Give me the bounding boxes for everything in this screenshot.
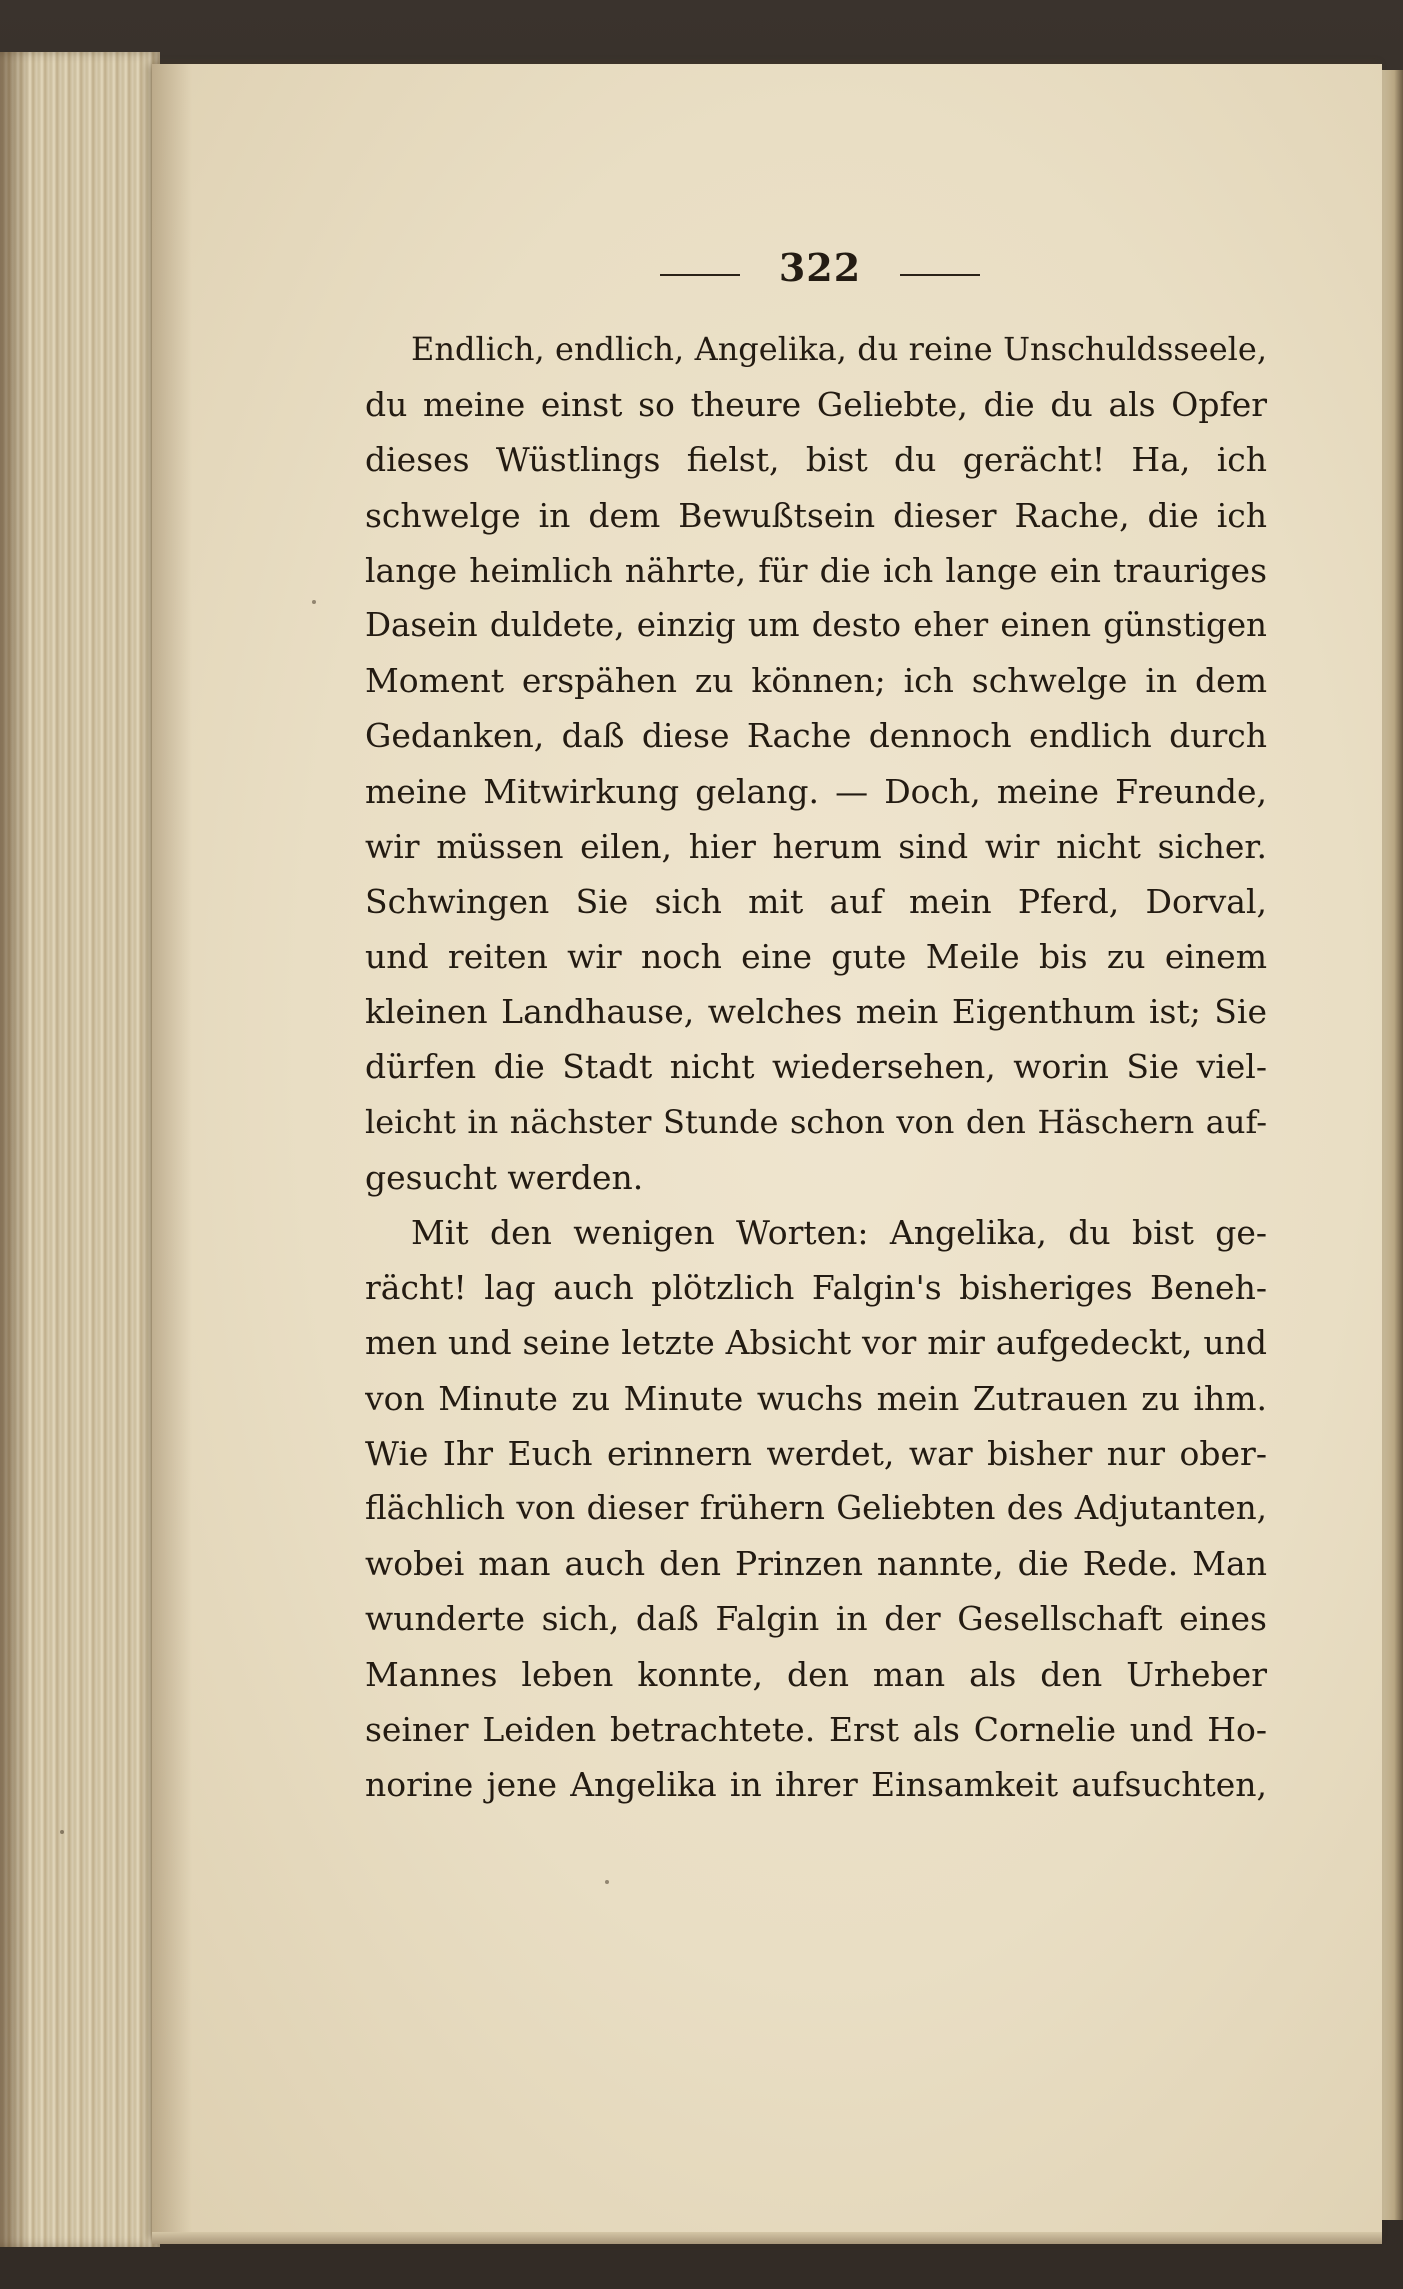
body-text <box>365 322 1267 1812</box>
text-line: gesucht werden. <box>365 1157 644 1197</box>
text-line: Endlich, endlich, Angelika, du reine Unschuldsseele, <box>411 330 1267 368</box>
text-line: Wie Ihr Euch erinnern werdet, war bisher nur ober- <box>365 1433 1267 1473</box>
text-line: schwelge in dem Bewußtsein dieser Rache, die ich <box>365 495 1267 535</box>
text-line: wunderte sich, daß Falgin in der Gesellschaft eines <box>365 1599 1267 1639</box>
text-line: und reiten wir noch eine gute Meile bis zu einem <box>365 937 1267 977</box>
right-page-edge <box>1381 70 1403 2220</box>
text-line: Moment erspähen zu können; ich schwelge in dem <box>365 661 1267 701</box>
text-line: rächt! lag auch plötzlich Falgin's bisheriges Beneh- <box>365 1268 1267 1308</box>
text-line: kleinen Landhause, welches mein Eigenthum ist; Sie <box>365 992 1267 1032</box>
text-line: dieses Wüstlings fielst, bist du gerächt! Ha, ich <box>365 440 1267 480</box>
text-line: lange heimlich nährte, für die ich lange ein trauriges <box>365 550 1267 590</box>
text-line: leicht in nächster Stunde schon von den Häschern auf- <box>365 1102 1267 1141</box>
text-line: flächlich von dieser frühern Geliebten des Adjutanten, <box>365 1488 1267 1527</box>
header-rule-right <box>900 274 980 276</box>
paper-speck <box>605 1880 609 1884</box>
text-line: von Minute zu Minute wuchs mein Zutrauen zu ihm. <box>365 1378 1267 1418</box>
text-line: dürfen die Stadt nicht wiedersehen, worin Sie viel- <box>365 1047 1267 1087</box>
text-line: Gedanken, daß diese Rache dennoch endlich durch <box>365 716 1267 756</box>
bottom-page-edge <box>152 2232 1382 2244</box>
text-line: Schwingen Sie sich mit auf mein Pferd, Dorval, <box>365 881 1267 921</box>
text-line: seiner Leiden betrachtete. Erst als Cornelie und Ho- <box>365 1709 1267 1749</box>
page-header <box>660 245 980 295</box>
text-line: men und seine letzte Absicht vor mir aufgedeckt, und <box>365 1323 1267 1363</box>
text-line: Mannes leben konnte, den man als den Urheber <box>365 1654 1267 1694</box>
text-line: Mit den wenigen Worten: Angelika, du bist ge- <box>411 1213 1267 1252</box>
text-line: wobei man auch den Prinzen nannte, die Rede. Man <box>365 1544 1267 1584</box>
page-stack-shadow <box>0 52 30 2247</box>
page-number: 322 <box>778 245 862 290</box>
text-line: meine Mitwirkung gelang. — Doch, meine Freunde, <box>365 771 1267 811</box>
text-line: norine jene Angelika in ihrer Einsamkeit aufsuchten, <box>365 1764 1267 1804</box>
text-line: Dasein duldete, einzig um desto eher einen günstigen <box>365 605 1267 644</box>
gutter-shadow <box>152 64 192 2239</box>
paper-speck <box>60 1830 64 1834</box>
text-line: wir müssen eilen, hier herum sind wir nicht sicher. <box>365 826 1267 866</box>
paper-speck <box>312 600 316 604</box>
text-line: du meine einst so theure Geliebte, die du als Opfer <box>365 385 1267 425</box>
